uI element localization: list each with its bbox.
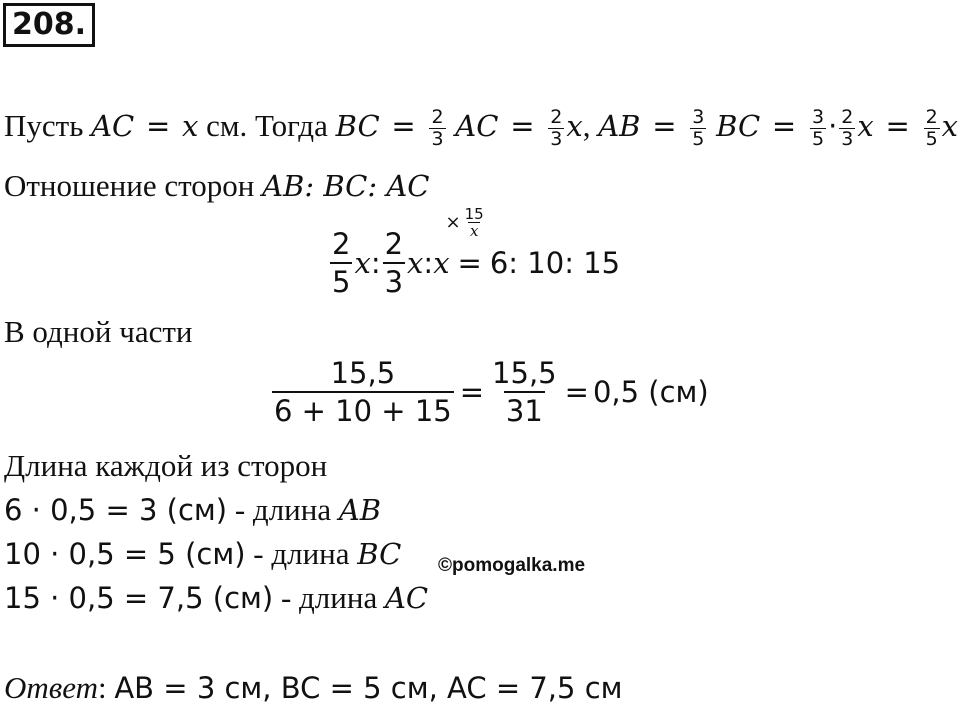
- fraction-3-5: $\frac{3}{5}$: [811, 106, 825, 151]
- answer-text: AB = 3 см, BC = 5 см, AC = 7,5 см: [114, 671, 623, 705]
- var-bc: BC: [716, 109, 761, 143]
- sides-heading: [4, 446, 327, 486]
- var-bc: BC: [335, 109, 380, 143]
- fraction-2-3: $\frac{2}{3}$: [431, 106, 444, 151]
- colon: :: [423, 246, 434, 280]
- side-bc-line: [4, 534, 401, 574]
- one-part-heading: [4, 312, 192, 352]
- ratio-heading-expr: AB: BC: AC: [262, 169, 430, 203]
- side-label: - длина: [280, 580, 378, 615]
- part-calculation: [270, 355, 709, 429]
- var-x: x: [182, 109, 199, 143]
- colon: :: [370, 246, 381, 280]
- ratio-heading: [4, 166, 430, 206]
- eq-sign: =: [457, 246, 482, 280]
- sides-heading-text: Длина каждой из сторон: [4, 448, 328, 483]
- one-part-text: В одной части: [4, 314, 193, 349]
- times-sign: ×: [445, 212, 461, 233]
- fraction-15-x: $\frac{15}{x}$: [464, 205, 484, 240]
- eq-sign: =: [652, 109, 677, 143]
- fraction-31: $\frac{15,5}{31}$: [492, 356, 557, 428]
- var-ab: AB: [598, 109, 641, 143]
- eq-sign: =: [771, 109, 797, 143]
- answer-label: Ответ: [4, 670, 98, 705]
- side-name: BC: [357, 537, 402, 571]
- comma: ,: [582, 108, 591, 143]
- var-ac: AC: [91, 109, 135, 143]
- answer-line: [4, 668, 623, 708]
- side-calc: 10 · 0,5 = 5 (см): [4, 537, 246, 571]
- var-x: x: [566, 109, 583, 143]
- side-name: AC: [384, 581, 429, 615]
- side-calc: 6 · 0,5 = 3 (см): [4, 493, 228, 527]
- ratio-equation: [328, 205, 621, 300]
- var-x: x: [433, 246, 450, 280]
- unit-then: см. Тогда: [206, 108, 328, 143]
- side-name: AB: [338, 493, 382, 527]
- ratio-result: 6: 10: 15: [489, 246, 621, 280]
- fraction-2-5: $\frac{2}{5}$: [925, 106, 938, 151]
- var-ac: AC: [455, 109, 499, 143]
- part-result: 0,5 (см): [592, 375, 709, 409]
- side-label: - длина: [234, 492, 332, 527]
- multiplied-equals: [445, 205, 484, 280]
- eq-sign: =: [391, 109, 416, 143]
- fraction-2-3: $\frac{2}{3}$: [384, 227, 404, 299]
- watermark: ©pomogalka.me: [438, 555, 586, 576]
- fraction-2-5: $\frac{2}{5}$: [332, 227, 351, 299]
- eq-sign: =: [564, 375, 589, 409]
- word-let: Пусть: [4, 108, 84, 143]
- eq-sign: =: [510, 109, 535, 143]
- var-x: x: [857, 109, 874, 143]
- side-ac-line: [4, 578, 428, 618]
- given-line: [4, 106, 958, 150]
- fraction-2-3: $\frac{2}{3}$: [550, 106, 563, 151]
- var-x: x: [941, 109, 959, 143]
- var-x: x: [407, 246, 424, 280]
- eq-sign: =: [145, 109, 171, 143]
- fraction-3-5: $\frac{3}{5}$: [692, 106, 705, 151]
- task-number: 208.: [3, 3, 95, 47]
- eq-sign: =: [885, 109, 910, 143]
- side-calc: 15 · 0,5 = 7,5 (см): [4, 581, 274, 615]
- var-x: x: [354, 246, 371, 280]
- eq-sign: =: [459, 375, 485, 409]
- side-label: - длина: [253, 536, 350, 571]
- dot: ·: [828, 109, 838, 143]
- fraction-2-3: $\frac{2}{3}$: [841, 106, 854, 151]
- ratio-heading-text: Отношение сторон: [4, 168, 255, 203]
- answer-colon: :: [97, 670, 107, 705]
- fraction-sum: $\frac{15,5}{6 + 10 + 15}$: [274, 356, 452, 428]
- side-ab-line: [4, 490, 381, 530]
- multiplier: [446, 206, 488, 239]
